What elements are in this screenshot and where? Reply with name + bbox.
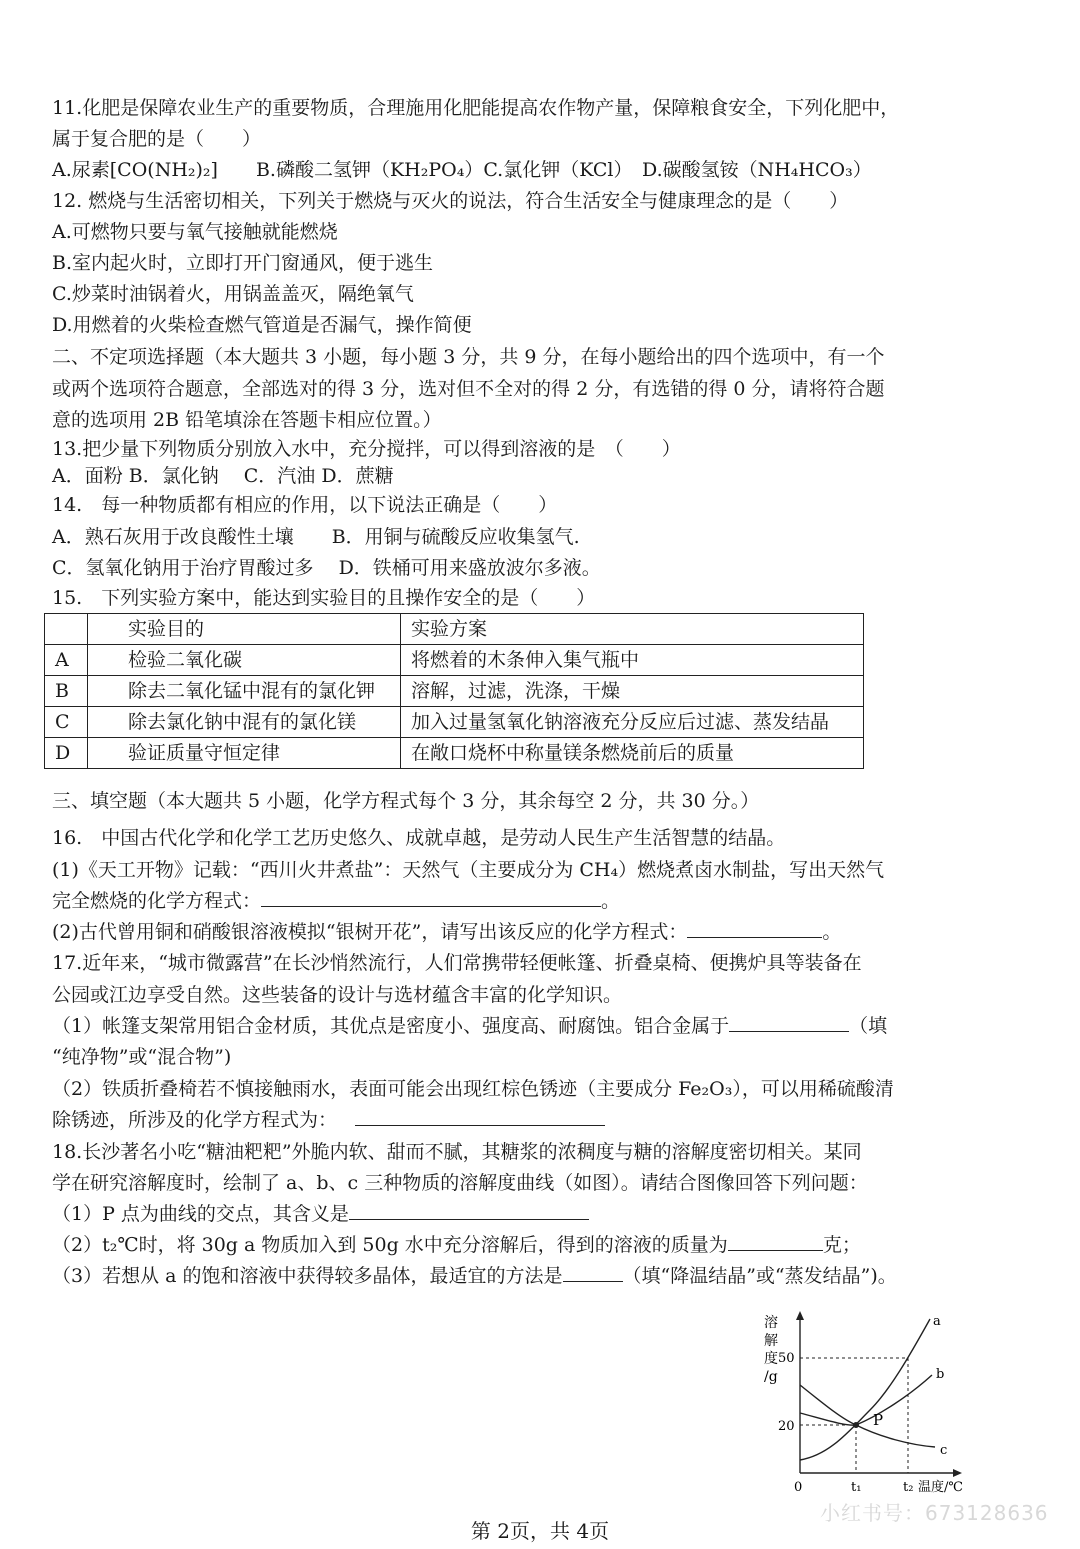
section2-heading-line1: 二、不定项选择题（本大题共 3 小题，每小题 3 分，共 9 分，在每小题给出的四个选项中，有一个: [52, 346, 885, 368]
table-header-row: [45, 614, 864, 645]
q14-stem: 14. 每一种物质都有相应的作用，以下说法正确是（ ）: [52, 494, 558, 516]
section3-heading: 三、填空题（本大题共 5 小题，化学方程式每个 3 分，其余每空 2 分，共 30 分。）: [52, 790, 760, 812]
q16-part1-end: 。: [601, 890, 621, 912]
q16-part1-line2: [52, 886, 1012, 916]
table-cell: 加入过量氢氧化钠溶液充分反应后过滤、蒸发结晶: [401, 707, 864, 738]
q17-stem-line2: 公园或江边享受自然。这些装备的设计与选材蕴含丰富的化学知识。: [52, 984, 623, 1006]
q14-options-cd: C．氢氧化钠用于治疗胃酸过多 D．铁桶可用来盛放波尔多液。: [52, 557, 601, 579]
q12-option-d: D.用燃着的火柴检查燃气管道是否漏气，操作简便: [52, 314, 472, 336]
q18-part3: [52, 1261, 1012, 1291]
q12-option-a: A.可燃物只要与氧气接触就能燃烧: [52, 221, 338, 243]
q13-options: A．面粉 B．氯化钠 C．汽油 D．蔗糖: [52, 465, 394, 487]
q11-stem-line1: 11.化肥是保障农业生产的重要物质，合理施用化肥能提高农作物产量，保障粮食安全，下列化肥中，: [52, 97, 900, 119]
table-cell: 除去氯化钠中混有的氯化镁: [88, 707, 401, 738]
y-tick-20: 20: [778, 1419, 795, 1434]
table-cell: C: [45, 707, 88, 738]
answer-blank[interactable]: [729, 1013, 849, 1032]
point-p-label: P: [873, 1411, 884, 1429]
solubility-curve-chart: [750, 1305, 990, 1505]
q17-part1-prompt: （1）帐篷支架常用铝合金材质，其优点是密度小、强度高、耐腐蚀。铝合金属于: [52, 1015, 730, 1037]
table-row: [45, 707, 864, 738]
table-cell: B: [45, 676, 88, 707]
q14-options-ab: A．熟石灰用于改良酸性土壤 B．用铜与硫酸反应收集氢气.: [52, 526, 580, 548]
ylabel-char-3: 度: [764, 1351, 778, 1367]
curve-a: [800, 1319, 930, 1460]
q17-part2-prompt: 除锈迹，所涉及的化学方程式为：: [52, 1109, 338, 1131]
x-tick-0: 0: [794, 1480, 803, 1495]
answer-blank[interactable]: [563, 1263, 623, 1282]
answer-blank[interactable]: [261, 888, 601, 907]
answer-blank[interactable]: [687, 919, 822, 938]
table-cell: 在敞口烧杯中称量镁条燃烧前后的质量: [401, 738, 864, 769]
x-axis-label: 温度/℃: [918, 1480, 963, 1495]
q18-stem-line2: 学在研究溶解度时，绘制了 a、b、c 三种物质的溶解度曲线（如图）。请结合图像回答下列问题：: [52, 1172, 868, 1194]
q17-stem-line1: 17.近年来，“城市微露营”在长沙悄然流行，人们常携带轻便帐篷、折叠桌椅、便携炉具等装备在: [52, 952, 862, 974]
answer-blank[interactable]: [728, 1232, 823, 1251]
ylabel-char-2: 解: [764, 1333, 778, 1349]
table-header-cell: [45, 614, 88, 645]
ylabel-char-1: 溶: [764, 1315, 778, 1331]
table-cell: 将燃着的木条伸入集气瓶中: [401, 645, 864, 676]
table-cell: D: [45, 738, 88, 769]
q12-stem: 12. 燃烧与生活密切相关，下列关于燃烧与灭火的说法，符合生活安全与健康理念的是（ ）: [52, 190, 849, 212]
q18-part2-unit: 克；: [822, 1234, 861, 1256]
q18-stem-line1: 18.长沙著名小吃“糖油粑粑”外脆内软、甜而不腻，其糖浆的浓稠度与糖的溶解度密切相关。某同: [52, 1141, 862, 1163]
q16-stem: 16. 中国古代化学和化学工艺历史悠久、成就卓越，是劳动人民生产生活智慧的结晶。: [52, 827, 786, 849]
q13-stem: 13.把少量下列物质分别放入水中，充分搅拌，可以得到溶液的是 （ ）: [52, 438, 681, 460]
table-row: [45, 645, 864, 676]
curve-b-label: b: [936, 1367, 945, 1382]
answer-blank[interactable]: [355, 1107, 605, 1126]
x-axis-arrow: [953, 1469, 962, 1477]
table-header-cell: 实验目的: [88, 614, 401, 645]
y-axis-arrow: [796, 1311, 804, 1320]
x-tick-t1: t₁: [851, 1480, 862, 1495]
q17-part1-hint: （填: [849, 1015, 888, 1037]
q18-part1: [52, 1199, 1012, 1229]
q16-part1-prompt: 完全燃烧的化学方程式：: [52, 890, 262, 912]
section2-heading-line3: 意的选项用 2B 铅笔填涂在答题卡相应位置。）: [52, 409, 442, 431]
point-p: [853, 1422, 859, 1428]
table-cell: 验证质量守恒定律: [88, 738, 401, 769]
table-cell: 溶解，过滤，洗涤，干燥: [401, 676, 864, 707]
q11-options: A.尿素[CO(NH₂)₂] B.磷酸二氢钾（KH₂PO₄）C.氯化钾（KCl） D.碳酸氢铵（NH₄HCO₃）: [52, 159, 872, 181]
curve-a-label: a: [933, 1314, 941, 1329]
q18-part2: [52, 1230, 1012, 1260]
q17-part1-line2: “纯净物”或“混合物”): [52, 1046, 232, 1068]
q16-part1-line1: (1)《天工开物》记载：“西川火井煮盐”：天然气（主要成分为 CH₄）燃烧煮卤水制盐，写出天然气: [52, 859, 885, 881]
q17-part2-line2: [52, 1105, 1012, 1135]
q16-part2-prompt: (2)古代曾用铜和硝酸银溶液模拟“银树开花”，请写出该反应的化学方程式：: [52, 921, 688, 943]
answer-blank[interactable]: [349, 1201, 589, 1220]
section2-heading-line2: 或两个选项符合题意，全部选对的得 3 分，选对但不全对的得 2 分，有选错的得 0 分，请将符合题: [52, 378, 885, 400]
table-header-cell: 实验方案: [401, 614, 864, 645]
curve-c-label: c: [940, 1443, 948, 1458]
table-row: [45, 676, 864, 707]
q17-part2-line1: （2）铁质折叠椅若不慎接触雨水，表面可能会出现红棕色锈迹（主要成分 Fe₂O₃），可以用稀硫酸清: [52, 1078, 894, 1100]
q11-stem-line2: 属于复合肥的是（ ）: [52, 128, 262, 150]
q15-table: [44, 613, 864, 769]
q18-part2-prompt: （2）t₂℃时，将 30g a 物质加入到 50g 水中充分溶解后，得到的溶液的质量为: [52, 1234, 728, 1256]
q12-option-b: B.室内起火时，立即打开门窗通风，便于逃生: [52, 252, 434, 274]
table-row: [45, 738, 864, 769]
table-cell: 除去二氧化锰中混有的氯化钾: [88, 676, 401, 707]
table-cell: A: [45, 645, 88, 676]
y-tick-50: 50: [778, 1351, 795, 1366]
q18-part3-prompt: （3）若想从 a 的饱和溶液中获得较多晶体，最适宜的方法是: [52, 1265, 563, 1287]
x-tick-t2: t₂: [903, 1480, 914, 1495]
q16-part2: [52, 917, 1012, 947]
page-number: 第 2页，共 4页: [470, 1519, 610, 1543]
watermark: 小红书号：673128636: [820, 1501, 1049, 1525]
q16-part2-end: 。: [822, 921, 842, 943]
curve-c: [800, 1385, 935, 1447]
table-cell: 检验二氧化碳: [88, 645, 401, 676]
ylabel-char-4: /g: [764, 1369, 778, 1385]
q17-part1-line1: [52, 1011, 1012, 1041]
q15-stem: 15. 下列实验方案中，能达到实验目的且操作安全的是（ ）: [52, 587, 596, 609]
q12-option-c: C.炒菜时油锅着火，用锅盖盖灭，隔绝氧气: [52, 283, 414, 305]
q18-part1-prompt: （1）P 点为曲线的交点，其含义是: [52, 1203, 349, 1225]
q18-part3-hint: （填“降温结晶”或“蒸发结晶”)。: [622, 1265, 897, 1287]
